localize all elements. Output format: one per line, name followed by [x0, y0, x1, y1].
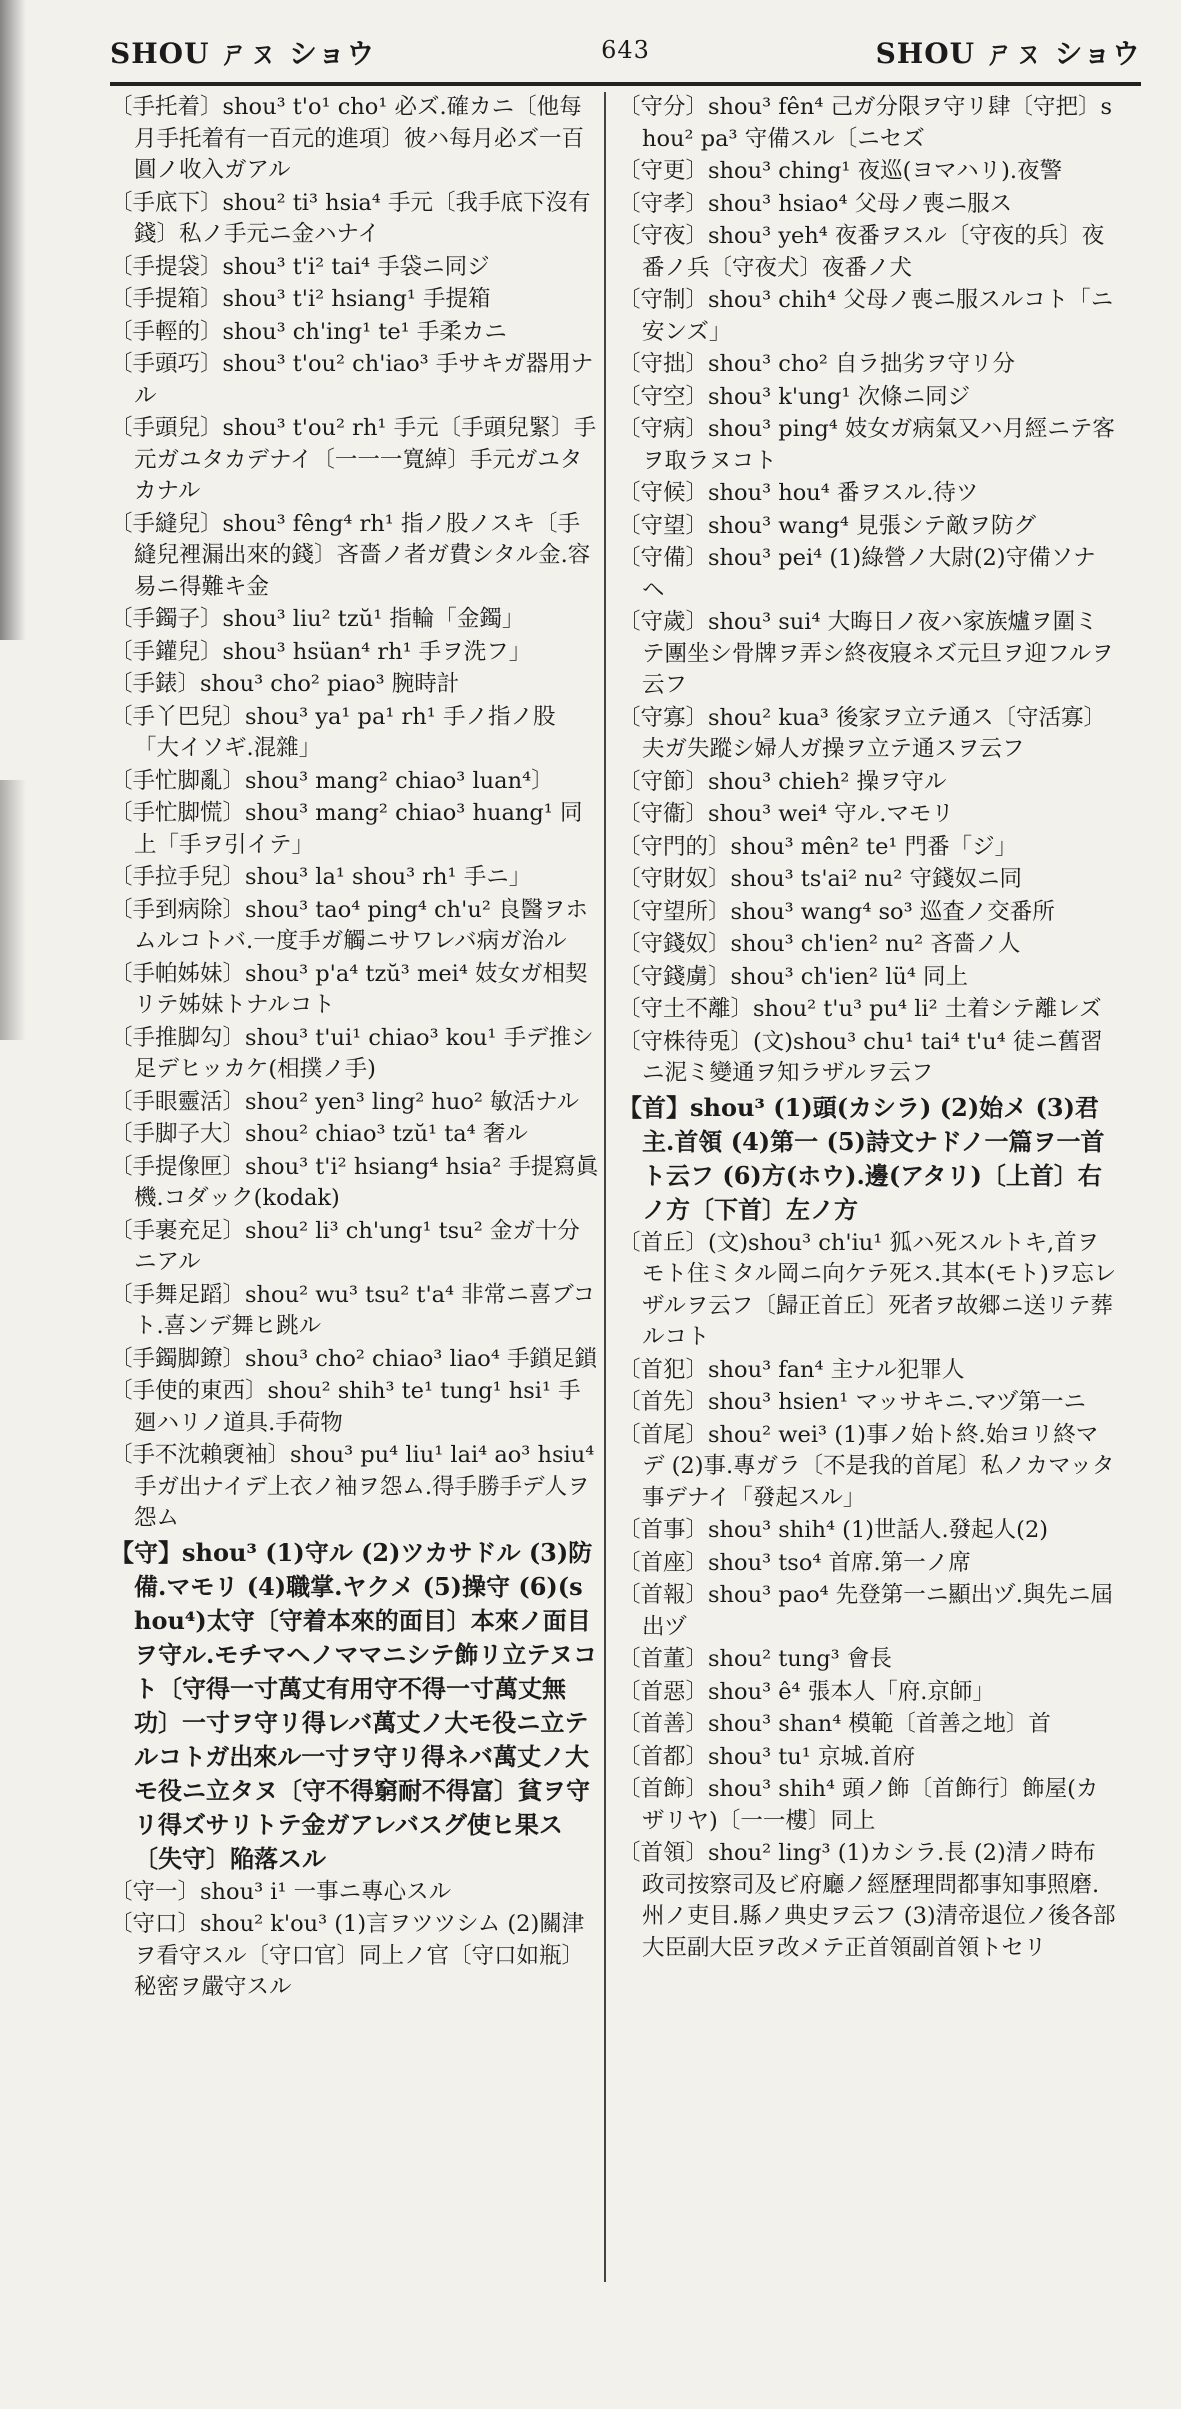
entry-text: 〔守望所〕shou³ wang⁴ so³ 巡査ノ交番所	[618, 898, 1055, 925]
entry-text: 〔手不沈賴褏袖〕shou³ pu⁴ liu¹ lai⁴ ao³ hsiu⁴ 手ガ出ナイデ上衣ノ袖ヲ怨ム.得手勝手デ人ヲ怨ム	[110, 1442, 595, 1531]
entry-text: 〔手舞足蹈〕shou² wu³ tsu² t'a⁴ 非常ニ喜ブコト.喜ンデ舞ヒ跳ル	[110, 1281, 596, 1339]
dictionary-entry	[110, 702, 600, 765]
dictionary-entry	[618, 189, 1118, 221]
entry-text: 〔首都〕shou³ tu¹ 京城.首府	[618, 1743, 916, 1770]
dictionary-entry	[110, 669, 600, 701]
dictionary-entry	[110, 959, 600, 1022]
page-edge-shadow	[0, 0, 26, 640]
dictionary-entry	[618, 414, 1118, 477]
dictionary-entry	[618, 543, 1118, 606]
entry-text: 〔首先〕shou³ hsien¹ マッサキニ.マヅ第一ニ	[618, 1389, 1087, 1415]
dictionary-entry	[618, 1677, 1118, 1709]
entry-text: 〔手縫兒〕shou³ fêng⁴ rh¹ 指ノ股ノスキ〔手縫兒裡漏出來的錢〕吝嗇ノ者ガ費シタル金.容易ニ得難キ金	[110, 510, 591, 600]
dictionary-entry	[618, 221, 1118, 284]
dictionary-entry	[110, 1087, 600, 1119]
dictionary-entry	[110, 1344, 600, 1376]
dictionary-entry	[618, 799, 1118, 831]
dictionary-entry	[618, 478, 1118, 510]
dictionary-entry	[110, 1152, 600, 1215]
dictionary-entry	[618, 1644, 1118, 1676]
entry-text: 〔手鐲子〕shou³ liu² tzŭ¹ 指輪「金鐲」	[110, 606, 525, 632]
dictionary-entry	[618, 1027, 1118, 1090]
entry-text: 〔守一〕shou³ i¹ 一事ニ專心スル	[110, 1878, 452, 1905]
dictionary-entry	[110, 1877, 600, 1909]
entry-text: 〔守孝〕shou³ hsiao⁴ 父母ノ喪ニ服ス	[618, 190, 1013, 217]
entry-text: 〔守拙〕shou³ cho² 自ラ拙劣ヲ守リ分	[618, 351, 1016, 377]
entry-text: 〔首飾〕shou³ shih⁴ 頭ノ飾〔首飾行〕飾屋(カザリヤ)〔一一樓〕同上	[618, 1776, 1099, 1834]
dictionary-entry	[618, 767, 1118, 799]
entry-text: 〔守制〕shou³ chih⁴ 父母ノ喪ニ服スルコト「ニ安ンズ」	[618, 287, 1114, 345]
dictionary-entry	[110, 604, 600, 636]
entry-text: 〔守歲〕shou³ sui⁴ 大晦日ノ夜ハ家族爐ヲ圍ミテ團坐シ骨牌ヲ弄シ終夜寢ネズ元旦ヲ迎フルヲ云フ	[618, 609, 1114, 698]
dictionary-entry	[618, 832, 1118, 864]
dictionary-entry	[618, 929, 1118, 961]
dictionary-entry	[618, 511, 1118, 543]
right-column	[618, 92, 1118, 2309]
entry-text: 〔守門的〕shou³ mên² te¹ 門番「ジ」	[618, 833, 1018, 860]
entry-text: 〔守候〕shou³ hou⁴ 番ヲスル.待ツ	[618, 480, 979, 506]
entry-text: 〔守備〕shou³ pei⁴ (1)綠營ノ大尉(2)守備ソナヘ	[618, 545, 1096, 603]
dictionary-entry	[618, 1387, 1118, 1419]
entry-text: 〔手錶〕shou³ cho² piao³ 腕時計	[110, 671, 460, 697]
entry-text: 〔手頭兒〕shou³ t'ou² rh¹ 手元〔手頭兒緊〕手元ガユタカデナイ〔一一一寬綽〕手元ガユタカナル	[110, 415, 597, 504]
entry-text: 〔手忙脚慌〕shou³ mang² chiao³ huang¹ 同上「手ヲ引イテ」	[110, 800, 583, 858]
entry-text: 〔手使的東西〕shou² shih³ te¹ tung¹ hsi¹ 手廻ハリノ道具.手荷物	[110, 1378, 581, 1436]
dictionary-entry	[618, 864, 1118, 896]
entry-text: 〔守財奴〕shou³ ts'ai² nu² 守錢奴ニ同	[618, 866, 1022, 892]
dictionary-entry	[110, 188, 600, 251]
entry-text: 〔手鐲脚鐐〕shou³ cho² chiao³ liao⁴ 手鎖足鎖	[110, 1345, 598, 1372]
headword-entry	[618, 1091, 1118, 1227]
dictionary-entry	[618, 962, 1118, 994]
page-header	[110, 22, 1141, 86]
page-number: 643	[601, 36, 650, 64]
entry-text: 〔手托着〕shou³ t'o¹ cho¹ 必ズ.確カニ〔他每月手托着有一百元的進項〕彼ハ每月必ズ一百圓ノ收入ガアル	[110, 94, 585, 183]
column-divider	[604, 92, 606, 2282]
entry-text: 〔手提箱〕shou³ t'i² hsiang¹ 手提箱	[110, 286, 491, 312]
entry-text: 〔首善〕shou³ shan⁴ 模範〔首善之地〕首	[618, 1711, 1051, 1737]
dictionary-entry	[110, 1376, 600, 1439]
dictionary-entry	[618, 1709, 1118, 1741]
entry-text: 〔手頭巧〕shou³ t'ou² ch'iao³ 手サキガ器用ナル	[110, 351, 594, 409]
entry-text: 〔手推脚勾〕shou³ t'ui¹ chiao³ kou¹ 手デ推シ足デヒッカケ(相撲ノ手)	[110, 1024, 594, 1082]
entry-text: 〔守錢虜〕shou³ ch'ien² lü⁴ 同上	[618, 963, 969, 990]
entry-text: 〔手提像匣〕shou³ t'i² hsiang⁴ hsia² 手提寫眞機.コダック(kodak)	[110, 1153, 599, 1211]
entry-text: 〔守病〕shou³ ping⁴ 妓女ガ病氣又ハ月經ニテ客ヲ取ラヌコト	[618, 416, 1115, 474]
dictionary-entry	[618, 1548, 1118, 1580]
running-head-right: SHOU ㄕㄡ ショウ	[875, 37, 1141, 70]
entry-text: 〔守株待兎〕(文)shou³ chu¹ tai⁴ t'u⁴ 徒ニ舊習ニ泥ミ變通ヲ知ラザルヲ云フ	[618, 1028, 1103, 1086]
dictionary-entry	[110, 895, 600, 958]
dictionary-entry	[110, 862, 600, 894]
dictionary-entry	[110, 1440, 600, 1535]
dictionary-entry	[618, 994, 1118, 1026]
entry-text: 〔首座〕shou³ tso⁴ 首席.第一ノ席	[618, 1549, 971, 1576]
entry-text: 〔首尾〕shou² wei³ (1)事ノ始ト終.始ヨリ終マデ (2)事.專ガラ〔不是我的首尾〕私ノカマッタ事デナイ「發起スル」	[618, 1421, 1115, 1511]
dictionary-entry	[618, 703, 1118, 766]
dictionary-entry	[618, 1228, 1118, 1354]
dictionary-entry	[110, 413, 600, 508]
entry-text: 〔手提袋〕shou³ t'i² tai⁴ 手袋ニ同ジ	[110, 253, 490, 280]
dictionary-entry	[110, 637, 600, 669]
dictionary-entry	[110, 349, 600, 412]
dictionary-entry	[618, 1515, 1118, 1547]
dictionary-entry	[618, 382, 1118, 414]
dictionary-entry	[110, 284, 600, 316]
dictionary-entry	[618, 285, 1118, 348]
entry-text: 〔首丘〕(文)shou³ ch'iu¹ 狐ハ死スルトキ,首ヲモト住ミタル岡ニ向ケテ死ス.其本(モト)ヲ忘レザルヲ云フ〔歸正首丘〕死者ヲ故郷ニ送リテ葬ルコト	[618, 1229, 1117, 1350]
running-head-left: SHOU ㄕㄡ ショウ	[110, 37, 376, 70]
dictionary-entry	[110, 1280, 600, 1343]
dictionary-entry	[110, 92, 600, 187]
entry-text: 〔守望〕shou³ wang⁴ 見張シテ敵ヲ防グ	[618, 512, 1036, 539]
dictionary-entry	[618, 1420, 1118, 1515]
dictionary-entry	[618, 92, 1118, 155]
entry-text: 〔手輕的〕shou³ ch'ing¹ te¹ 手柔カニ	[110, 318, 507, 345]
entry-text: 〔手裹充足〕shou² li³ ch'ung¹ tsu² 金ガ十分ニアル	[110, 1217, 580, 1275]
entry-text: 〔守夜〕shou³ yeh⁴ 夜番ヲスル〔守夜的兵〕夜番ノ兵〔守夜犬〕夜番ノ犬	[618, 223, 1105, 281]
dictionary-entry	[110, 1216, 600, 1279]
entry-text: 【首】shou³ (1)頭(カシラ) (2)始メ (3)君主.首領 (4)第一 (5)詩文ナドノ一篇ヲ一首ト云フ (6)方(ホウ).邊(アタリ)〔上首〕右ノ方〔下首〕左ノ方	[618, 1092, 1105, 1224]
dictionary-entry	[618, 897, 1118, 929]
dictionary-entry	[110, 509, 600, 604]
entry-text: 〔守空〕shou³ k'ung¹ 次條ニ同ジ	[618, 383, 971, 410]
entry-text: 〔守寡〕shou² kua³ 後家ヲ立テ通ス〔守活寡〕夫ガ失蹤シ婦人ガ操ヲ立テ通スヲ云フ	[618, 704, 1106, 762]
entry-text: 〔手鑵兒〕shou³ hsüan⁴ rh¹ 手ヲ洗フ」	[110, 638, 532, 665]
entry-text: 〔手脚子大〕shou² chiao³ tzŭ¹ ta⁴ 奢ル	[110, 1121, 528, 1147]
dictionary-entry	[110, 1909, 600, 2004]
dictionary-entry	[618, 1742, 1118, 1774]
entry-text: 〔守土不離〕shou² t'u³ pu⁴ li² 土着シテ離レズ	[618, 996, 1102, 1022]
entry-text: 〔守分〕shou³ fên⁴ 己ガ分限ヲ守リ肆〔守把〕shou² pa³ 守備スル〔ニセズ	[618, 94, 1113, 152]
entry-text: 〔守口〕shou² k'ou³ (1)言ヲツツシム (2)關津ヲ看守スル〔守口官〕同上ノ官〔守口如瓶〕秘密ヲ嚴守スル	[110, 1911, 585, 2000]
dictionary-entry	[110, 317, 600, 349]
entry-text: 〔首領〕shou² ling³ (1)カシラ.長 (2)清ノ時布政司按察司及ビ府廳ノ經歷理問都事知事照磨.州ノ吏目.縣ノ典史ヲ云フ (3)清帝退位ノ後各部大臣副大臣ヲ改メテ正首領副首領トセリ	[618, 1840, 1116, 1961]
entry-text: 〔首董〕shou² tung³ 會長	[618, 1646, 892, 1672]
dictionary-entry	[618, 1580, 1118, 1643]
dictionary-entry	[110, 766, 600, 798]
dictionary-entry	[110, 252, 600, 284]
entry-text: 〔手忙脚亂〕shou³ mang² chiao³ luan⁴〕	[110, 767, 554, 794]
dictionary-entry	[110, 798, 600, 861]
entry-text: 〔守節〕shou³ chieh² 操ヲ守ル	[618, 768, 947, 795]
entry-text: 〔首惡〕shou³ ê⁴ 張本人「府.京師」	[618, 1678, 995, 1705]
entry-text: 〔手拉手兒〕shou³ la¹ shou³ rh¹ 手ニ」	[110, 864, 532, 890]
dictionary-entry	[618, 607, 1118, 702]
dictionary-entry	[110, 1023, 600, 1086]
entry-text: 〔手底下〕shou² ti³ hsia⁴ 手元〔我手底下沒有錢〕私ノ手元ニ金ハナイ	[110, 189, 591, 247]
dictionary-entry	[618, 156, 1118, 188]
entry-text: 〔首事〕shou³ shih⁴ (1)世話人.發起人(2)	[618, 1517, 1049, 1543]
entry-text: 〔手帕姊妹〕shou³ p'a⁴ tzŭ³ mei⁴ 妓女ガ相契リテ姊妹トナルコト	[110, 960, 588, 1018]
dictionary-entry	[618, 1355, 1118, 1387]
dictionary-entry	[618, 349, 1118, 381]
entry-text: 〔手眼靈活〕shou² yen³ ling² huo² 敏活ナル	[110, 1088, 579, 1115]
entry-text: 〔首報〕shou³ pao⁴ 先登第一ニ顯出ヅ.與先ニ屆出ヅ	[618, 1582, 1113, 1640]
entry-text: 〔手到病除〕shou³ tao⁴ ping⁴ ch'u² 良醫ヲホムルコトバ.一度手ガ觸ニサワレバ病ガ治ル	[110, 896, 589, 954]
entry-text: 〔守更〕shou³ ching¹ 夜巡(ヨマハリ).夜警	[618, 158, 1063, 184]
page-edge-shadow	[0, 780, 26, 1040]
left-column	[110, 92, 600, 2309]
entry-text: 【守】shou³ (1)守ル (2)ツカサドル (3)防備.マモリ (4)職掌.ヤクメ (5)操守 (6)(shou⁴)太守〔守着本來的面目〕本來ノ面目ヲ守ル.モチマヘノママニシテ飾リ立テヌコト〔守得一寸萬丈有用守不得一寸萬丈無功〕一寸ヲ守リ得レバ萬丈ノ大モ役ニ立テルコトガ出來ル一寸ヲ守リ得ネバ萬丈ノ大モ役ニ立タヌ〔守不得窮耐不得富〕貧ヲ守リ得ズサリトテ金ガアレバスグ使ヒ果ス〔失守〕陥落スル	[110, 1537, 598, 1873]
entry-text: 〔首犯〕shou³ fan⁴ 主ナル犯罪人	[618, 1356, 965, 1383]
dictionary-entry	[618, 1838, 1118, 1964]
entry-text: 〔守錢奴〕shou³ ch'ien² nu² 吝嗇ノ人	[618, 931, 1021, 957]
entry-text: 〔手丫巴兒〕shou³ ya¹ pa¹ rh¹ 手ノ指ノ股「大イソギ.混雜」	[110, 703, 556, 761]
dictionary-entry	[618, 1774, 1118, 1837]
dictionary-entry	[110, 1119, 600, 1151]
entry-text: 〔守衞〕shou³ wei⁴ 守ル.マモリ	[618, 801, 954, 827]
headword-entry	[110, 1536, 600, 1876]
